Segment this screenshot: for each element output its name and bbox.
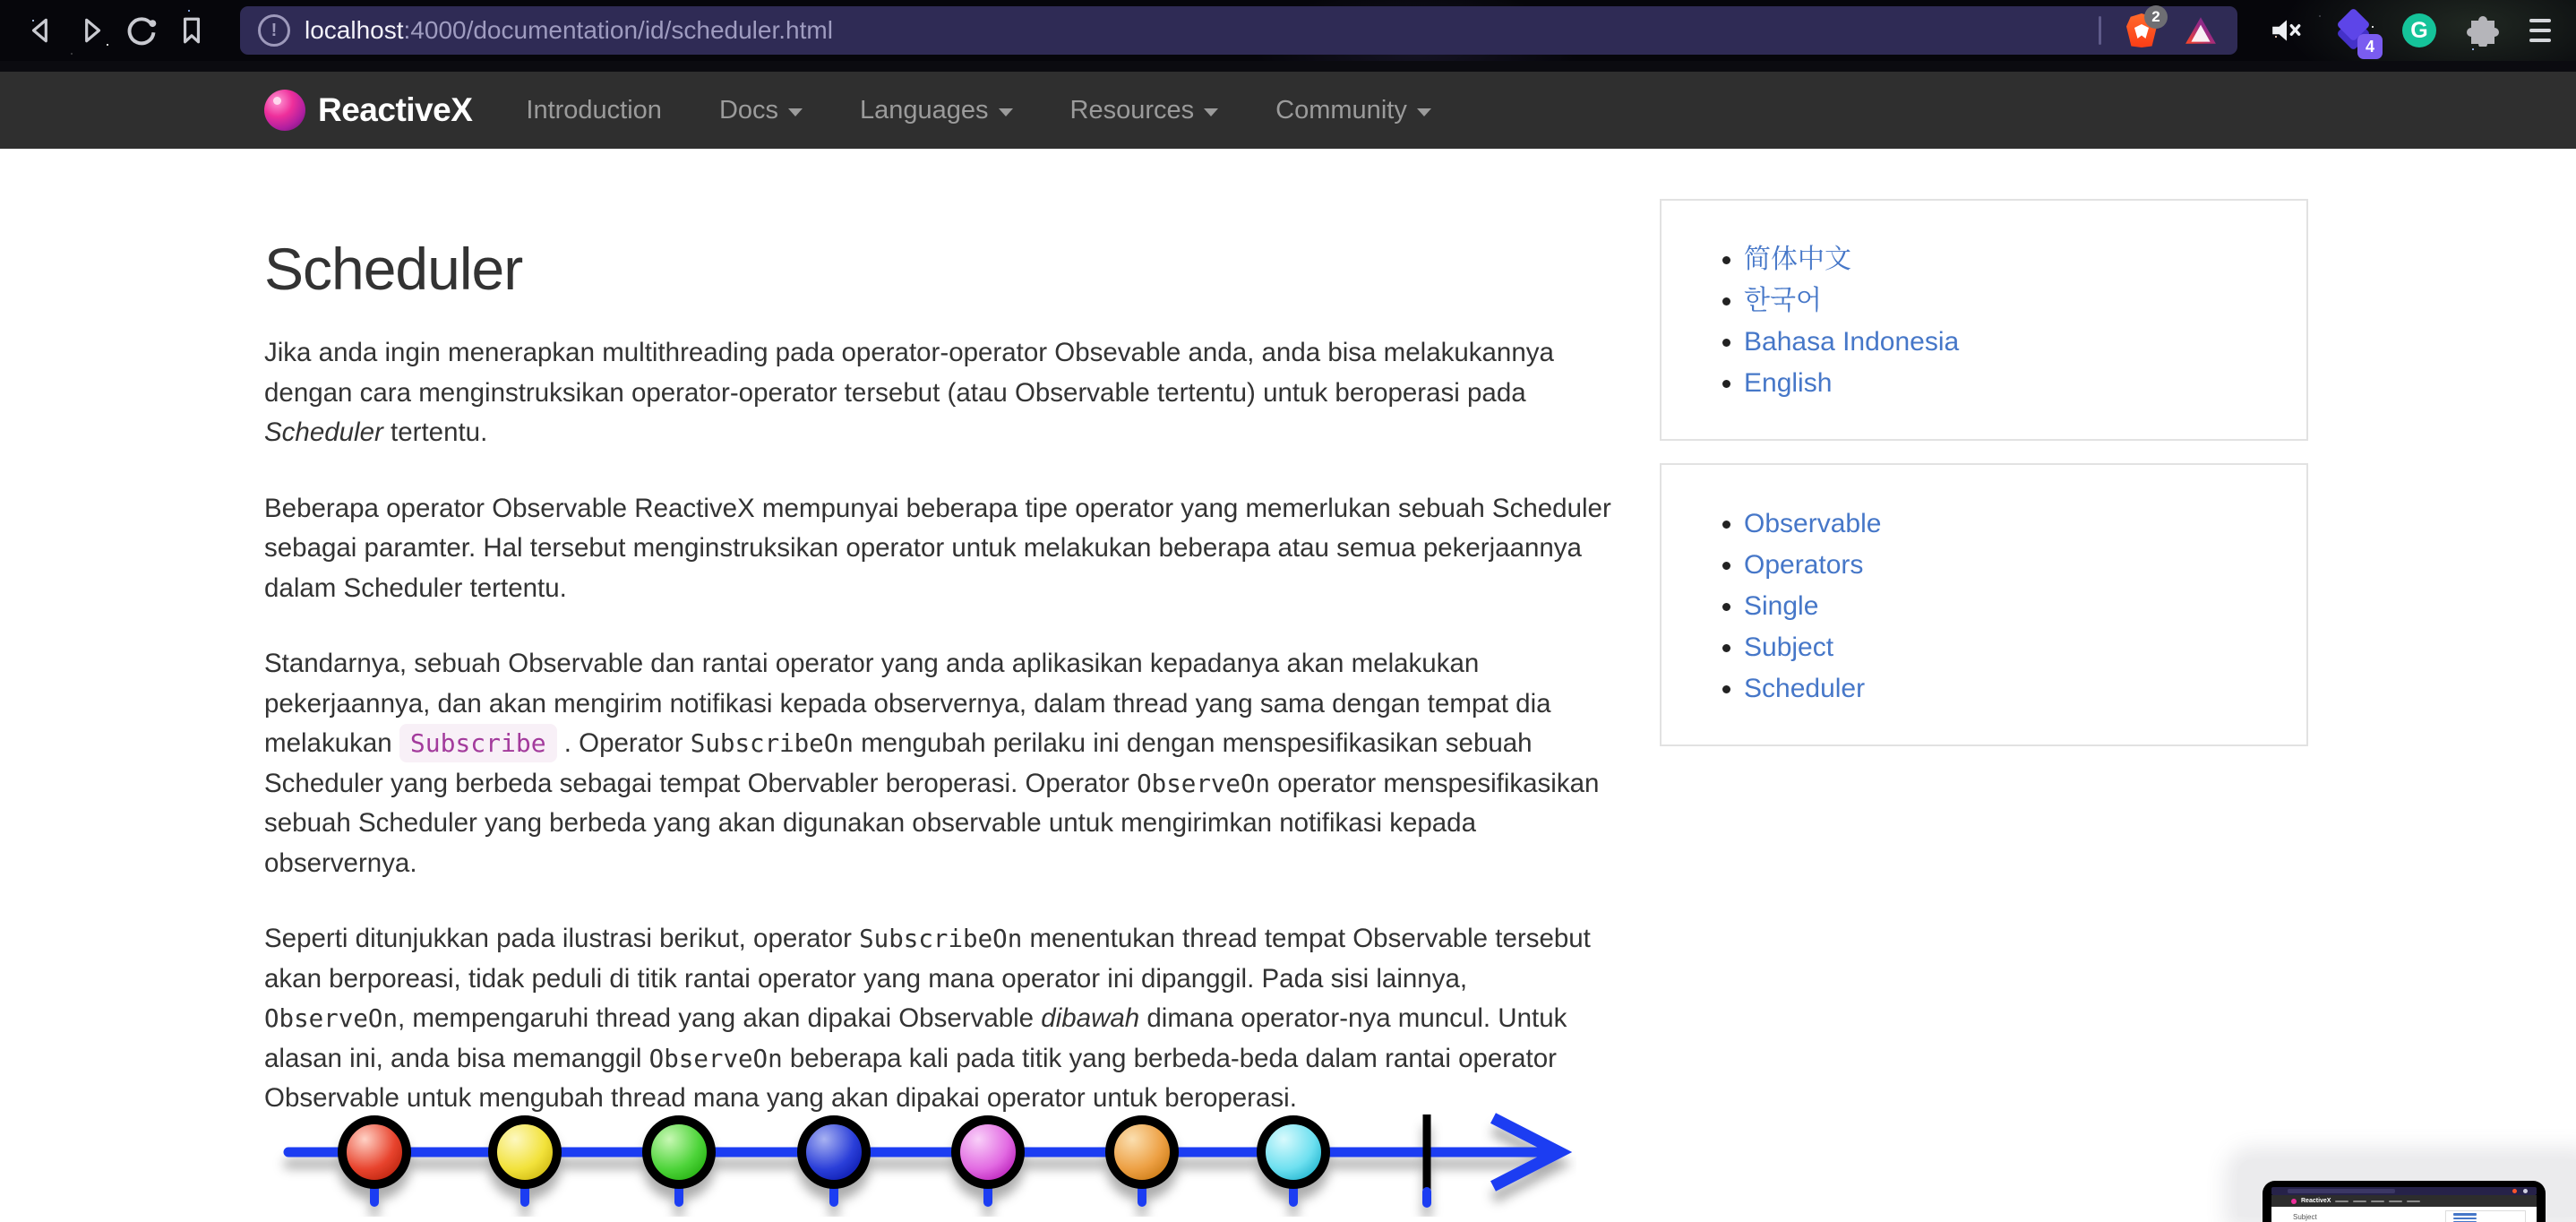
nav-item-community[interactable]: Community [1275, 96, 1431, 125]
url-host: localhost [305, 16, 404, 44]
thumbnail-mini-toolbar [2271, 1187, 2537, 1195]
nav-item-languages[interactable]: Languages [860, 96, 1013, 125]
doc-links-list [1674, 504, 2280, 709]
thumbnail-logo-icon [2291, 1199, 2297, 1204]
nav-menu [526, 96, 1430, 125]
inline-mono: ObserveOn [264, 1004, 399, 1033]
reload-button[interactable] [116, 5, 167, 56]
text-run: . Operator [556, 728, 691, 758]
inline-mono: SubscribeOn [859, 925, 1023, 953]
url-path: :4000/documentation/id/scheduler.html [403, 16, 833, 44]
marble-magenta [956, 1120, 1020, 1184]
extensions-puzzle-button[interactable] [2467, 14, 2499, 47]
browser-toolbar [0, 0, 2576, 61]
inline-mono: ObserveOn [1137, 769, 1271, 798]
marble-diagram-image [260, 1102, 1576, 1217]
brave-shields-button[interactable] [2123, 8, 2160, 50]
article-body [264, 333, 1612, 1119]
article [264, 149, 1612, 1155]
doc-link-operators[interactable]: Operators [1744, 550, 1864, 580]
stack-extension-button[interactable] [2334, 11, 2374, 56]
site-info-icon[interactable]: ! [258, 14, 290, 47]
language-box [1660, 199, 2308, 441]
marble-red [342, 1120, 407, 1184]
list-item [1744, 546, 2280, 585]
text-run: tertentu. [382, 417, 488, 447]
text-run: menentukan thread tempat Observable tersebut akan berporeasi, tidak peduli di titik rantai operator yang mana operator ini dipanggil. Pada sisi lainnya, [264, 924, 1591, 994]
marble-cyan [1261, 1120, 1326, 1184]
grammarly-extension-button[interactable]: G [2402, 13, 2436, 47]
forward-icon [76, 15, 107, 46]
text-run: Standarnya, sebuah Observable dan rantai operator yang anda aplikasikan kepadanya akan melakukan pekerjaannya, dan akan mengirim notifikasi kepada observernya, dalam thread yang sama dengan tempat dia melakukan [264, 649, 1551, 758]
forward-button[interactable] [66, 5, 116, 56]
chevron-down-icon [788, 108, 803, 116]
back-icon [26, 15, 56, 46]
site-navbar [0, 72, 2576, 149]
brand-name: ReactiveX [318, 91, 473, 128]
stack-extension-badge: 4 [2357, 34, 2383, 59]
nav-item-introduction[interactable]: Introduction [526, 95, 662, 125]
thumbnail-mini-content [2271, 1207, 2537, 1222]
text-run: Beberapa operator Observable ReactiveX mempunyai beberapa tipe operator yang memerlukan sebuah Scheduler sebagai paramter. Hal tersebut menginstruksikan operator untuk melakukan beberapa atau semua pekerjaannya dalam Scheduler tertentu. [264, 493, 1611, 603]
text-run: Jika anda ingin menerapkan multithreading pada operator-operator Obsevable anda, anda bisa melakukannya dengan cara menginstruksikan operator-operator tersebut (atau Observable tertentu) untuk beroperasi pada [264, 338, 1554, 408]
chevron-down-icon [1204, 108, 1218, 116]
bookmarks-button[interactable] [167, 5, 217, 56]
thumbnail-brand: ReactiveX [2301, 1198, 2331, 1204]
brand[interactable] [264, 90, 472, 131]
window-edge [0, 61, 2576, 72]
list-item [1744, 281, 2280, 321]
language-list [1674, 240, 2280, 403]
reactivex-logo-icon [264, 90, 305, 131]
emphasis-text: dibawah [1041, 1003, 1140, 1033]
back-button[interactable] [16, 5, 66, 56]
screenshot-preview-thumbnail[interactable] [2237, 1159, 2576, 1221]
list-item [1744, 240, 2280, 280]
doc-links-box [1660, 463, 2308, 746]
url-bar[interactable] [240, 6, 2237, 55]
list-item [1744, 504, 2280, 544]
text-run: beberapa kali pada titik yang berbeda-beda dalam rantai operator Observable untuk mengubah thread mana yang akan dipakai operator untuk beroperasi. [264, 1043, 1557, 1113]
text-run: operator menspesifikasikan sebuah Scheduler yang berbeda yang akan digunakan observable untuk mengirimkan notifikasi kepada observernya. [264, 768, 1600, 878]
urlbar-divider [2099, 16, 2101, 45]
reload-icon [125, 14, 158, 47]
brave-rewards-button[interactable] [2182, 11, 2220, 50]
marble-yellow [493, 1120, 557, 1184]
chevron-down-icon [1417, 108, 1431, 116]
bat-triangle-icon [2184, 15, 2218, 46]
thumbnail-mini-window [2263, 1181, 2546, 1222]
text-run: dimana operator-nya muncul. Untuk alasan ini, anda bisa memanggil [264, 1003, 1567, 1073]
text-run: , mempengaruhi thread yang akan dipakai Observable [398, 1003, 1042, 1033]
list-item [1744, 364, 2280, 403]
mute-tab-icon[interactable] [2270, 16, 2304, 45]
marble-green [647, 1120, 711, 1184]
doc-link-observable[interactable]: Observable [1744, 509, 1882, 538]
brave-shields-badge: 2 [2144, 5, 2168, 29]
chevron-down-icon [999, 108, 1013, 116]
inline-mono: SubscribeOn [690, 729, 854, 758]
menu-button[interactable] [2529, 19, 2551, 42]
doc-link-single[interactable]: Single [1744, 591, 1819, 621]
list-item [1744, 323, 2280, 362]
marble-blue [802, 1120, 866, 1184]
nav-item-docs[interactable]: Docs [719, 96, 803, 125]
language-link-english[interactable]: English [1744, 368, 1833, 398]
language-link-简体中文[interactable]: 简体中文 [1744, 245, 1851, 274]
marble-orange [1110, 1120, 1174, 1184]
page-title: Scheduler [264, 236, 523, 302]
thumbnail-mini-navbar [2271, 1195, 2537, 1207]
doc-link-scheduler[interactable]: Scheduler [1744, 674, 1866, 703]
list-item [1744, 587, 2280, 626]
bookmark-icon [176, 15, 207, 46]
text-run: mengubah perilaku ini dengan menspesifikasikan sebuah Scheduler yang berbeda sebagai tempat Obervabler beroperasi. Operator [264, 728, 1533, 798]
inline-code: Subscribe [399, 724, 557, 762]
paragraph [264, 919, 1612, 1119]
text-run: Seperti ditunjukkan pada ilustrasi berikut, operator [264, 924, 860, 953]
thumbnail-heading: Subject [2293, 1213, 2317, 1221]
sidebar [1660, 199, 2308, 769]
paragraph [264, 489, 1612, 609]
paragraph [264, 333, 1612, 453]
nav-item-resources[interactable]: Resources [1070, 96, 1219, 125]
list-item [1744, 669, 2280, 709]
doc-link-subject[interactable]: Subject [1744, 633, 1834, 662]
paragraph [264, 644, 1612, 883]
emphasis-text: Scheduler [264, 417, 383, 447]
language-link-bahasa-indonesia[interactable]: Bahasa Indonesia [1744, 327, 1960, 357]
list-item [1744, 628, 2280, 667]
language-link-한국어[interactable]: 한국어 [1744, 286, 1822, 315]
inline-mono: ObserveOn [648, 1044, 783, 1073]
